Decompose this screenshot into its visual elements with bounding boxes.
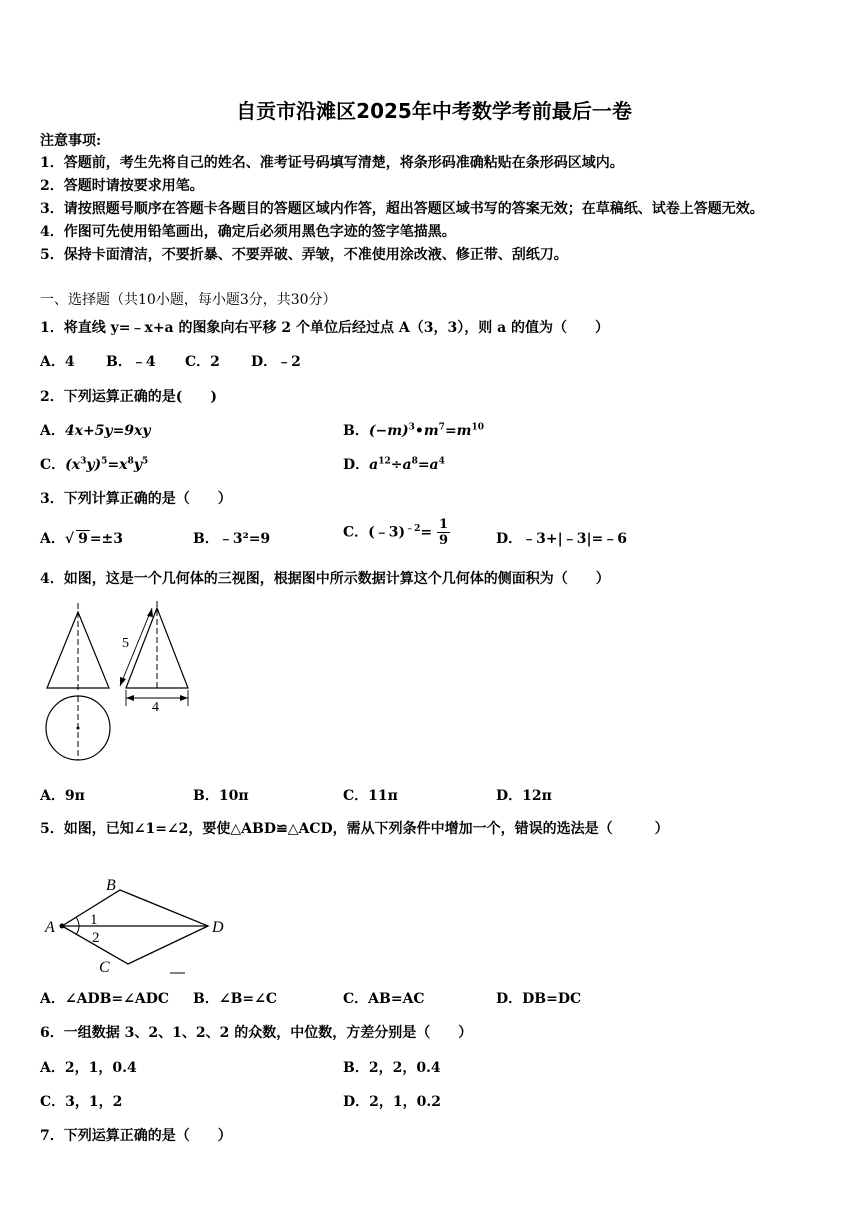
question-3-stem: 3．下列计算正确的是（ ）: [40, 491, 232, 507]
quadrilateral-figure: [40, 872, 240, 977]
section-heading: 一、选择题（共10小题，每小题3分，共30分）: [40, 292, 337, 308]
q2-option-c: C．$(x^3y)^5=x^8y^5$: [40, 456, 149, 473]
notice-item: 4．作图可先使用铅笔画出，确定后必须用黑色字迹的签字笔描黑。: [40, 224, 456, 240]
q6-option-b: B．2，2，0.4: [343, 1060, 441, 1076]
question-4-stem: 4．如图，这是一个几何体的三视图，根据图中所示数据计算这个几何体的侧面积为（ ）: [40, 571, 610, 587]
slant-label: 5: [122, 636, 129, 651]
question-2-stem: 2．下列运算正确的是( ): [40, 389, 217, 405]
label-d: D: [212, 919, 224, 936]
q1-option-b: B．﹣4: [106, 354, 156, 370]
q3-option-a: A．√ 9 =±3: [40, 531, 124, 547]
question-5-stem: 5．如图，已知∠1=∠2，要使△ABD≌△ACD，需从下列条件中增加一个，错误的选法是（ ）: [40, 821, 669, 837]
q2-option-a: A．4x+5y=9xy: [40, 423, 151, 439]
label-b: B: [106, 877, 116, 894]
q6-option-a: A．2，1，0.4: [40, 1060, 137, 1076]
q4-option-b: B．10π: [193, 788, 249, 804]
three-view-figure: [40, 598, 200, 770]
q5-option-a: A．∠ADB=∠ADC: [40, 991, 170, 1007]
arrowhead: [180, 695, 188, 701]
quadrilateral-abdc: [62, 890, 208, 964]
q3-option-c: C．(﹣3)$^{﹣2}$= $\frac{1}{9}$: [343, 517, 449, 548]
page-title: 自贡市沿滩区2025年中考数学考前最后一卷: [236, 99, 632, 123]
arrowhead: [126, 695, 134, 701]
center-point: [77, 727, 80, 730]
q4-option-c: C．11π: [343, 788, 398, 804]
q4-option-d: D．12π: [496, 788, 552, 804]
notice-item: 5．保持卡面清洁，不要折暴、不要弄破、弄皱，不准使用涂改液、修正带、刮纸刀。: [40, 247, 568, 263]
q5-option-d: D．DB=DC: [496, 991, 582, 1007]
question-1-stem: 1．将直线 y=﹣x+a 的图象向右平移 2 个单位后经过点 A（3，3），则 a 的值为（ ）: [40, 320, 610, 336]
label-a: A: [45, 919, 55, 936]
label-angle-2: 2: [92, 930, 100, 946]
q5-option-c: C．AB=AC: [343, 991, 425, 1007]
q2-option-b: B．$(-m)^3•m^7=m^{10}$: [343, 422, 485, 439]
arrowhead: [120, 677, 126, 686]
q1-option-a: A．4: [40, 354, 75, 370]
notice-item: 1．答题前，考生先将自己的姓名、准考证号码填写清楚，将条形码准确粘贴在条形码区域内。: [40, 155, 624, 171]
notice-heading: 注意事项:: [40, 133, 102, 149]
question-6-stem: 6．一组数据 3、2、1、2、2 的众数，中位数，方差分别是（ ）: [40, 1025, 473, 1041]
q6-option-d: D．2，1，0.2: [343, 1094, 441, 1110]
q1-option-d: D．﹣2: [251, 354, 301, 370]
notice-item: 2．答题时请按要求用笔。: [40, 178, 204, 194]
label-angle-1: 1: [90, 912, 98, 928]
label-c: C: [99, 959, 110, 976]
q3-option-b: B．﹣3²=9: [193, 531, 271, 547]
base-label: 4: [152, 700, 159, 715]
notice-item: 3．请按照题号顺序在答题卡各题目的答题区域内作答，超出答题区域书写的答案无效；在草稿纸、试卷上答题无效。: [40, 201, 764, 217]
arrowhead: [147, 608, 153, 617]
point-a: [60, 924, 65, 929]
q6-option-c: C．3，1，2: [40, 1094, 123, 1110]
q3-option-d: D．﹣3+|﹣3|=﹣6: [496, 531, 628, 547]
q5-option-b: B．∠B=∠C: [193, 991, 277, 1007]
q4-option-a: A．9π: [40, 788, 85, 804]
q2-option-d: D．$a^{12}\div a^8=a^4$: [343, 456, 445, 473]
question-7-stem: 7．下列运算正确的是（ ）: [40, 1128, 232, 1144]
q1-option-c: C．2: [185, 354, 220, 370]
